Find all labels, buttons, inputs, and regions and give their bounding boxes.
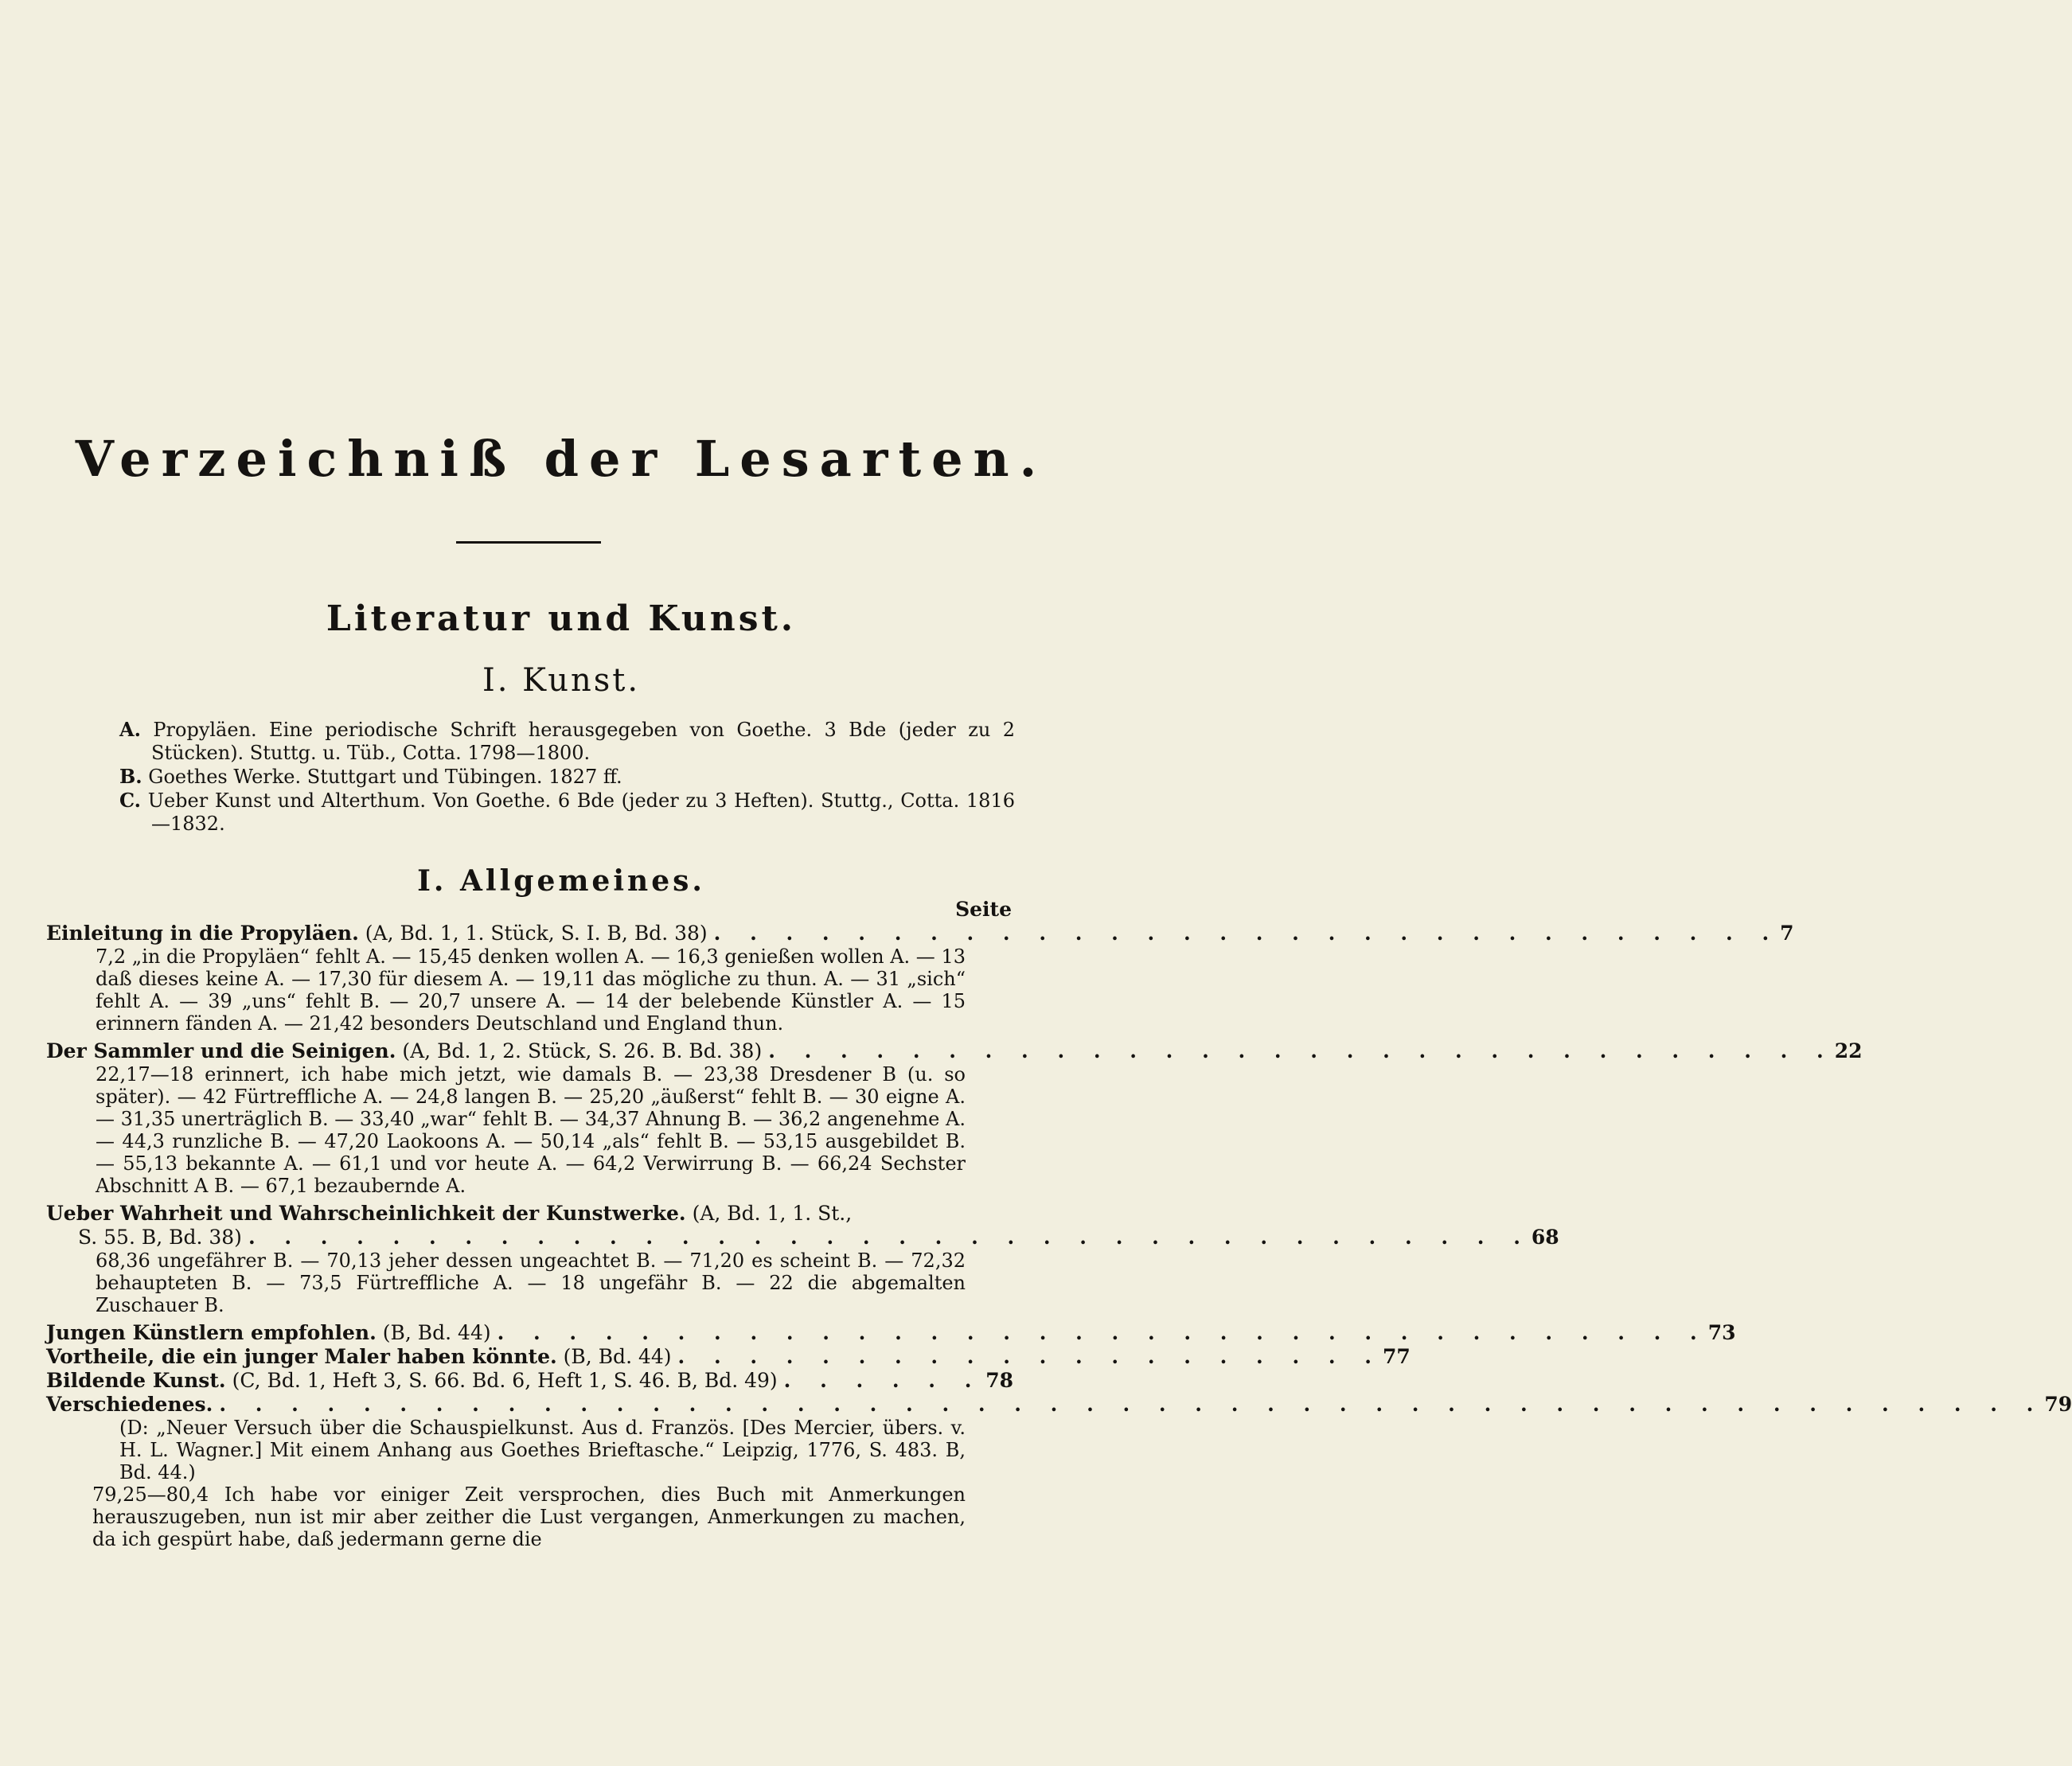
page-number: 78: [985, 1369, 1013, 1392]
entry-heading: [46, 1039, 1863, 1063]
entry-source: (C, Bd. 1, Heft 3, S. 66. Bd. 6, Heft 1, S. 46. B, Bd. 49): [232, 1369, 778, 1392]
entry-note: (D: „Neuer Versuch über die Schauspielkunst. Aus d. Französ. [Des Mercier, übers. v. H. L. Wagner.] Mit einem Anhang aus Goethes Brieftasche.“ Leipzig, 1776, S. 483. B, Bd. 44.): [119, 1417, 966, 1483]
entry-source: S. 55. B, Bd. 38): [78, 1226, 242, 1249]
entry-title: Vortheile, die ein junger Maler haben könnte.: [46, 1345, 557, 1368]
entry: [46, 1039, 1863, 1197]
source-item: C. Ueber Kunst und Alterthum. Von Goethe. 6 Bde (jeder zu 3 Heften). Stuttg., Cotta. 1816—1832.: [119, 789, 1015, 835]
leader-dots: . . . . . . . . . . . . . . . . . . . . . . . . . . . . . .: [768, 1039, 1835, 1062]
entry-heading: [46, 1202, 1013, 1226]
source-list: [119, 718, 1015, 836]
entry-title: Der Sammler und die Seinigen.: [46, 1039, 396, 1062]
entry-heading: [46, 922, 1794, 945]
page-title: Verzeichniß der Lesarten.: [75, 430, 1048, 488]
entry-title: Einleitung in die Propyläen.: [46, 922, 359, 945]
page-number: 77: [1382, 1345, 1411, 1368]
entry-source: (A, Bd. 1, 2. Stück, S. 26. B. Bd. 38): [402, 1039, 763, 1062]
entry: [46, 1202, 1559, 1316]
entry: [46, 1321, 1736, 1345]
leader-dots: . . . . . . . . . . . . . . . . . . . . . . . . . . . . . . . . . . . .: [248, 1226, 1532, 1249]
leader-dots: . . . . . .: [783, 1369, 983, 1392]
entry: [46, 922, 1794, 1035]
page-number: 79: [2044, 1393, 2072, 1416]
entry-title: Ueber Wahrheit und Wahrscheinlichkeit der Kunstwerke.: [46, 1202, 686, 1225]
page-column-header: Seite: [955, 898, 1012, 921]
entry-heading: [46, 1345, 1411, 1369]
entry-heading: [46, 1393, 2072, 1417]
entry-list: [46, 922, 2072, 1550]
page-number: 22: [1834, 1039, 1863, 1062]
entry-variants: 7,2 „in die Propyläen“ fehlt A. — 15,45 denken wollen A. — 16,3 genießen wollen A. — 13 daß dieses keine A. — 17,30 für diesem A. — 19,11 das mögliche zu thun. A. — 31 „sich“ fehlt A. — 39 „uns“ fehlt B. — 20,7 unsere A. — 14 der belebende Künstler A. — 15 erinnern fänden A. — 21,42 besonders Deutschland und England thun.: [96, 945, 966, 1035]
source-item: A. Propyläen. Eine periodische Schrift herausgegeben von Goethe. 3 Bde (jeder zu 2 Stücken). Stuttg. u. Tüb., Cotta. 1798—1800.: [119, 718, 1015, 764]
entry: [46, 1369, 1013, 1393]
entry-title: Bildende Kunst.: [46, 1369, 226, 1392]
entry-source: (A, Bd. 1, 1. St.,: [692, 1202, 853, 1225]
general-heading: I. Allgemeines.: [417, 864, 705, 898]
leader-dots: . . . . . . . . . . . . . . . . . . . . . . . . . . . . . . . . . .: [497, 1321, 1708, 1344]
entry-source: (B, Bd. 44): [382, 1321, 491, 1344]
subsection-title: I. Kunst.: [482, 662, 641, 699]
entry-variants: 68,36 ungefährer B. — 70,13 jeher dessen ungeachtet B. — 71,20 es scheint B. — 72,32 behaupteten B. — 73,5 Fürtreffliche A. — 18 ungefähr B. — 22 die abgemalten Zuschauer B.: [96, 1249, 966, 1316]
entry-title: Verschiedenes.: [46, 1393, 213, 1416]
page-number: 73: [1707, 1321, 1736, 1344]
page-number: 68: [1531, 1226, 1559, 1249]
leader-dots: . . . . . . . . . . . . . . . . . . . . . . . . . . . . . .: [713, 922, 1781, 945]
source-item: B. Goethes Werke. Stuttgart und Tübingen. 1827 ff.: [119, 765, 622, 788]
title-rule: [456, 541, 601, 544]
entry-heading: [46, 1369, 1013, 1393]
leader-dots: . . . . . . . . . . . . . . . . . . . .: [677, 1345, 1383, 1368]
entry-heading-continued: [46, 1226, 1559, 1249]
entry: [46, 1393, 2072, 1550]
entry-variants: 22,17—18 erinnert, ich habe mich jetzt, wie damals B. — 23,38 Dresdener B (u. so später). — 42 Fürtreffliche A. — 24,8 langen B. — 25,20 „äußerst“ fehlt B. — 30 eigne A. — 31,35 unerträglich B. — 33,40 „war“ fehlt B. — 34,37 Ahnung B. — 36,2 angenehme A. — 44,3 runzliche B. — 47,20 Laokoons A. — 50,14 „als“ fehlt B. — 53,15 ausgebildet B. — 55,13 bekannte A. — 61,1 und vor heute A. — 64,2 Verwirrung B. — 66,24 Sechster Abschnitt A B. — 67,1 bezaubernde A.: [96, 1063, 966, 1197]
entry-source: (A, Bd. 1, 1. Stück, S. I. B, Bd. 38): [365, 922, 708, 945]
page-number: 7: [1780, 922, 1794, 945]
entry-source: (B, Bd. 44): [563, 1345, 672, 1368]
entry-heading: [46, 1321, 1736, 1345]
entry-title: Jungen Künstlern empfohlen.: [46, 1321, 377, 1344]
leader-dots: . . . . . . . . . . . . . . . . . . . . . . . . . . . . . . . . . . . . . . . . . . . . . . . . . . .: [219, 1393, 2045, 1416]
entry: [46, 1345, 1411, 1369]
section-title: Literatur und Kunst.: [326, 598, 797, 639]
entry-variants: 79,25—80,4 Ich habe vor einiger Zeit versprochen, dies Buch mit Anmerkungen herauszugeben, nun ist mir aber zeither die Lust vergangen, Anmerkungen zu machen, da ich gespürt habe, daß jedermann gerne die: [92, 1483, 966, 1550]
